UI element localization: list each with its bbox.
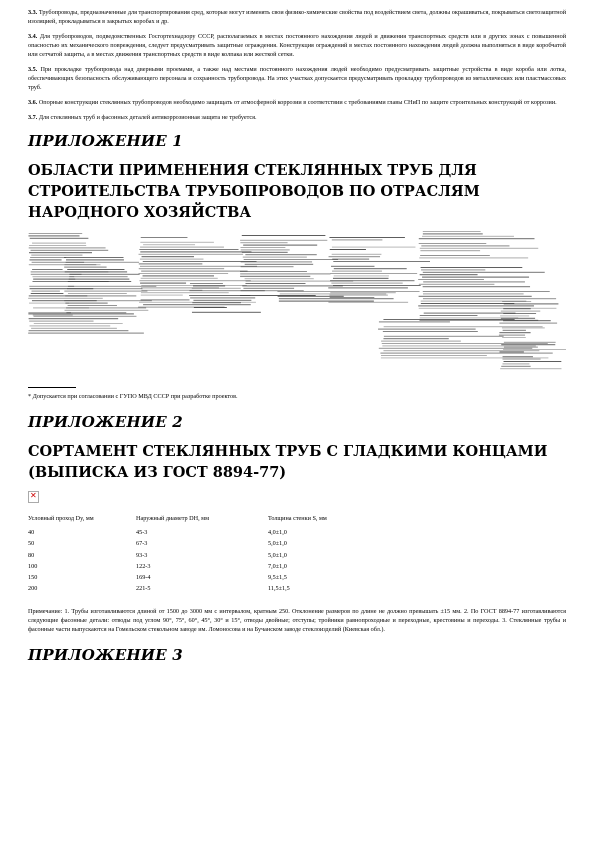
scan-text-line [277, 291, 419, 292]
appendix-1-footnote: * Допускается при согласовании с ГУПО МВД СССР при разработке проектов. [28, 393, 238, 400]
scan-text-line [67, 288, 142, 289]
scan-text-line [419, 308, 557, 309]
header-outer-diameter: Наружный диаметр DН, мм [136, 515, 209, 522]
scan-text-line [143, 244, 195, 245]
scan-text-line [139, 263, 203, 264]
pipe-sizes-table [28, 515, 368, 597]
scan-text-line [380, 353, 552, 354]
scan-text-line [503, 356, 533, 357]
scan-text-line [243, 257, 307, 258]
scan-text-line [64, 264, 100, 265]
scan-text-line [139, 254, 244, 255]
scan-text-line [30, 257, 66, 258]
scan-text-line [32, 243, 86, 244]
cell-dn: 122-3 [136, 562, 151, 570]
appendix-1-table-image [28, 231, 566, 379]
scan-text-line [31, 250, 109, 251]
scan-text-line [30, 238, 89, 239]
scan-text-line [334, 268, 407, 269]
scan-text-line [329, 237, 404, 238]
scan-text-line [503, 313, 536, 314]
scan-text-line [502, 327, 545, 328]
scan-text-line [422, 236, 514, 237]
scan-text-line [421, 303, 514, 304]
scan-text-line [499, 332, 530, 333]
table-row [28, 540, 368, 551]
scan-text-line [141, 271, 247, 272]
header-nominal-bore: Условный проход Dy, мм [28, 515, 94, 522]
scan-text-line [332, 259, 369, 260]
scan-text-line [141, 278, 218, 279]
scan-text-line [245, 278, 314, 279]
scan-text-line [245, 264, 313, 265]
table-header-row [28, 515, 368, 529]
scan-text-line [423, 281, 525, 282]
scan-text-line [33, 315, 73, 316]
scan-text-line [65, 303, 107, 304]
scan-text-line [34, 323, 123, 324]
cell-s: 9,5±1,5 [268, 574, 287, 582]
cell-dy: 50 [28, 540, 35, 548]
scan-text-line [245, 254, 316, 255]
scan-text-line [66, 312, 126, 313]
scan-text-line [143, 304, 251, 305]
scan-text-line [419, 284, 495, 285]
scan-text-line [28, 235, 79, 236]
scan-text-line [332, 254, 382, 255]
scan-text-line [423, 293, 524, 294]
scan-text-line [418, 305, 534, 306]
scan-text-line [140, 266, 257, 267]
scan-text-line [241, 266, 294, 267]
scan-text-line [29, 286, 74, 287]
scan-text-line [333, 278, 389, 279]
scan-text-line [31, 293, 64, 294]
scan-text-line [29, 303, 69, 304]
cell-dn: 169-4 [136, 574, 151, 582]
broken-image-icon: ✕ [28, 491, 39, 503]
scan-text-line [66, 259, 124, 260]
scan-text-line [69, 279, 130, 280]
scan-text-line [29, 247, 106, 248]
scan-text-line [331, 266, 374, 267]
scan-text-line [139, 268, 224, 269]
appendix-2-note: Примечание: 1. Трубы изготавливаются длиной от 1500 до 3000 мм с интервалом, кратным 250. Отклонение размеров по длине не должно превышать ±15 мм. 2. По ГОСТ 8894-77 изготавливаются следующие фасонные детали: отводы под углом 90°, 75°, 60°, 45°, 30° и 15°, отводы двойные; отступы; тройники равнопроходные и переходные, крестовины и переходы. 3. Стеклянные трубы и фасонные части выпускаются на Гомельском стекольном заводе им. Ломоносова и на Бучанском заводе стеклоизделий (Киевская обл.). [28, 607, 566, 633]
scan-text-line [279, 298, 394, 299]
scan-text-line [382, 343, 548, 344]
scan-text-line [189, 290, 264, 291]
scan-text-line [420, 274, 478, 275]
scan-text-line [66, 307, 146, 308]
scan-text-line [383, 350, 539, 351]
scan-text-line [243, 288, 294, 289]
scan-text-line [499, 323, 557, 324]
scan-text-line [423, 272, 545, 273]
scan-text-line [502, 301, 531, 302]
scan-text-line [143, 261, 257, 262]
scan-text-line [29, 233, 83, 234]
scan-text-line [29, 330, 129, 331]
clause-3-4: 3.4. Для трубопроводов, подведомственных Госгортехнадзору СССР, располагаемых в местах постоянного нахождения людей и движения транспортных средств или в других зонах с повышенной опасностью их механического повреждения, следует предусматривать защитные ограждения. Конструкция ограждений в местах постоянного нахождения людей должна выполняться в виде коробчатой или сетчатой защиты, а в местах движения транспортных средств в виде колпака или жесткой сетки. [28, 33, 567, 58]
scan-text-line [383, 319, 514, 320]
scan-text-line [29, 245, 86, 246]
appendix-3-heading: ПРИЛОЖЕНИЕ 3 [28, 645, 183, 664]
scan-text-line [244, 259, 338, 260]
scan-text-line [419, 296, 532, 297]
scan-text-line [330, 292, 395, 293]
scan-text-line [279, 301, 374, 302]
scan-text-line [67, 269, 124, 270]
scan-text-line [142, 256, 194, 257]
scan-text-line [69, 276, 127, 277]
scan-text-line [420, 248, 538, 249]
scan-text-line [381, 357, 548, 358]
scan-text-line [332, 247, 416, 248]
scan-text-line [68, 305, 117, 306]
scan-text-line [419, 243, 487, 244]
scan-text-line [329, 295, 387, 296]
scan-text-line [502, 337, 526, 338]
scan-text-line [333, 261, 430, 262]
scan-text-line [501, 311, 540, 312]
scan-text-line [500, 368, 561, 369]
scan-text-line [423, 286, 530, 287]
scan-text-line [381, 341, 461, 342]
scan-text-line [329, 256, 380, 257]
scan-text-line [504, 303, 559, 304]
scan-text-line [420, 315, 478, 316]
scan-text-line [29, 318, 119, 319]
scan-text-line [32, 291, 60, 292]
scan-text-line [332, 271, 382, 272]
clause-3-7: 3.7. Для стеклянных труб и фасонных деталей антикоррозионная защита не требуется. [28, 114, 257, 121]
scan-text-line [504, 361, 562, 362]
scan-text-line [64, 267, 106, 268]
scan-text-line [330, 249, 366, 250]
scan-text-line [241, 261, 312, 262]
scan-text-line [140, 251, 251, 252]
scan-text-line [424, 313, 516, 314]
scan-text-line [381, 355, 487, 356]
scan-text-line [242, 235, 326, 236]
cell-s: 7,0±1,0 [268, 562, 287, 570]
scan-text-line [241, 249, 290, 250]
scan-text-line [32, 269, 62, 270]
scan-text-line [423, 233, 483, 234]
scan-text-line [64, 257, 123, 258]
cell-dy: 80 [28, 551, 35, 559]
scan-text-line [379, 348, 532, 349]
scan-text-line [334, 275, 389, 276]
scan-text-line [501, 318, 535, 319]
appendix-2-heading: ПРИЛОЖЕНИЕ 2 [28, 413, 183, 431]
illegible-table-scan [28, 231, 566, 379]
scan-text-line [280, 293, 387, 294]
scan-text-line [28, 313, 134, 314]
cell-s: 5,0±1,0 [268, 551, 287, 559]
scan-text-line [29, 321, 93, 322]
scan-text-line [193, 300, 251, 301]
scan-text-line [503, 320, 551, 321]
scan-text-line [140, 259, 204, 260]
scan-text-line [193, 285, 225, 286]
cell-s: 11,5±1,5 [268, 585, 290, 593]
scan-text-line [192, 312, 261, 313]
scan-text-line [503, 349, 566, 350]
scan-text-line [328, 287, 408, 288]
scan-text-line [420, 255, 490, 256]
scan-text-line [139, 249, 238, 250]
scan-text-line [66, 262, 139, 263]
cell-dn: 45-3 [136, 529, 148, 536]
scan-text-line [418, 279, 484, 280]
scan-text-line [29, 252, 92, 253]
scan-text-line [68, 281, 131, 282]
scan-text-line [65, 295, 136, 296]
scan-text-line [419, 238, 535, 239]
scan-text-line [500, 315, 529, 316]
scan-text-line [29, 259, 61, 260]
scan-text-line [332, 239, 383, 240]
clause-3-5: 3.5. При прокладке трубопровода над дверными проемами, а также над местами постоянного нахождения людей необходимо предусматривать защитные устройства в виде короба или лотка, обеспечивающих безопасность обслуживающего персонала и сохранность трубопровода. На этих участках допускается предусматривать прокладку трубопроводов из металлических или пластмассовых труб. [28, 66, 567, 91]
table-row [28, 529, 368, 540]
appendix-2-title: СОРТАМЕНТ СТЕКЛЯННЫХ ТРУБ С ГЛАДКИМИ КОНЦАМИ (ВЫПИСКА ИЗ ГОСТ 8894-77) [28, 443, 548, 481]
scan-text-line [240, 276, 310, 277]
scan-text-line [31, 328, 117, 329]
scan-text-line [330, 273, 417, 274]
scan-text-line [64, 291, 147, 292]
scan-text-line [65, 310, 149, 311]
scan-text-line [423, 291, 550, 292]
scan-text-line [502, 363, 529, 364]
table-row [28, 574, 368, 585]
scan-text-line [384, 336, 504, 337]
scan-text-line [240, 242, 287, 243]
scan-text-line [33, 316, 136, 317]
cell-dy: 200 [28, 585, 38, 593]
scan-text-line [245, 283, 305, 284]
scan-text-line [378, 329, 476, 330]
scan-text-line [143, 275, 214, 276]
clauses-section [28, 8, 566, 122]
clause-3-6: 3.6. Опорные конструкции стеклянных трубопроводов необходимо защищать от атмосферной коррозии в соответствии с требованиями главы СНиП по защите строительных конструкций от коррозии. [28, 99, 557, 106]
scan-text-line [331, 283, 402, 284]
scan-text-line [383, 331, 478, 332]
scan-text-line [194, 307, 227, 308]
scan-text-line [501, 366, 530, 367]
scan-text-line [499, 351, 523, 352]
scan-text-line [240, 247, 285, 248]
scan-text-line [141, 295, 183, 296]
scan-text-line [421, 245, 509, 246]
scan-text-line [139, 273, 229, 274]
scan-text-line [423, 231, 481, 232]
scan-text-line [382, 345, 535, 346]
scan-text-line [29, 325, 110, 326]
cell-dn: 93-3 [136, 551, 148, 559]
header-wall-thickness: Толщина стенки S, мм [268, 515, 327, 522]
scan-text-line [192, 302, 241, 303]
appendix-1-heading: ПРИЛОЖЕНИЕ 1 [28, 132, 183, 150]
scan-text-line [64, 300, 152, 301]
cell-dn: 67-3 [136, 540, 148, 548]
scan-text-line [68, 293, 127, 294]
scan-text-line [141, 292, 229, 293]
scan-text-line [240, 273, 330, 274]
scan-text-line [242, 285, 343, 286]
scan-text-line [422, 277, 529, 278]
scan-text-line [423, 298, 556, 299]
scan-text-line [28, 312, 71, 313]
scan-text-line [421, 267, 523, 268]
clause-3-3: 3.3. Трубопроводы, предназначенные для транспортирования сред, которые могут изменять свои физико-химические свойства под воздействием света, должны окрашиваться, покрываться светозащитной изоляцией, прокладываться в закрытых коробах и др. [28, 9, 567, 25]
table-row [28, 585, 368, 596]
scan-text-line [65, 271, 127, 272]
appendix-1-title: ОБЛАСТИ ПРИМЕНЕНИЯ СТЕКЛЯННЫХ ТРУБ ДЛЯ СТРОИТЕЛЬСТВА ТРУБОПРОВОДОВ ПО ОТРАСЛЯМ НАРОДНОГО ХОЗЯЙСТВА [28, 162, 480, 221]
scan-text-line [240, 240, 327, 241]
document-page [28, 8, 566, 674]
scan-text-line [139, 280, 250, 281]
scan-text-line [419, 257, 528, 258]
cell-s: 4,0±1,0 [268, 529, 287, 536]
scan-text-line [190, 283, 223, 284]
table-row [28, 563, 368, 574]
scan-text-line [504, 342, 556, 343]
scan-text-line [28, 298, 103, 299]
scan-text-line [420, 250, 480, 251]
scan-text-line [278, 296, 344, 297]
scan-text-line [242, 252, 288, 253]
scan-text-line [140, 283, 186, 284]
scan-text-line [503, 308, 530, 309]
scan-text-line [243, 245, 317, 246]
scan-text-line [379, 321, 450, 322]
scan-text-line [69, 274, 139, 275]
scan-text-line [502, 359, 540, 360]
scan-text-line [28, 333, 144, 334]
scan-text-line [504, 347, 538, 348]
scan-text-line [503, 330, 526, 331]
footnote-rule [28, 387, 76, 388]
table-row [28, 552, 368, 563]
scan-text-line [240, 271, 307, 272]
scan-text-line [330, 297, 375, 298]
scan-text-line [192, 288, 241, 289]
scan-text-line [31, 255, 82, 256]
scan-text-line [384, 326, 543, 327]
cell-dy: 150 [28, 574, 38, 582]
scan-text-line [333, 285, 421, 286]
scan-text-line [421, 269, 485, 270]
scan-text-line [141, 299, 190, 300]
scan-text-line [141, 237, 188, 238]
scan-text-line [140, 247, 224, 248]
scan-text-line [330, 280, 414, 281]
scan-text-line [190, 297, 255, 298]
cell-dy: 40 [28, 529, 35, 536]
scan-text-line [189, 295, 250, 296]
scan-text-line [501, 344, 555, 345]
cell-dy: 100 [28, 562, 38, 570]
cell-s: 5,0±1,0 [268, 540, 287, 548]
scan-text-line [32, 276, 74, 277]
scan-text-line [499, 335, 525, 336]
scan-text-line [140, 242, 214, 243]
scan-text-line [328, 302, 408, 303]
cell-dn: 221-5 [136, 585, 151, 593]
scan-text-line [383, 338, 448, 339]
